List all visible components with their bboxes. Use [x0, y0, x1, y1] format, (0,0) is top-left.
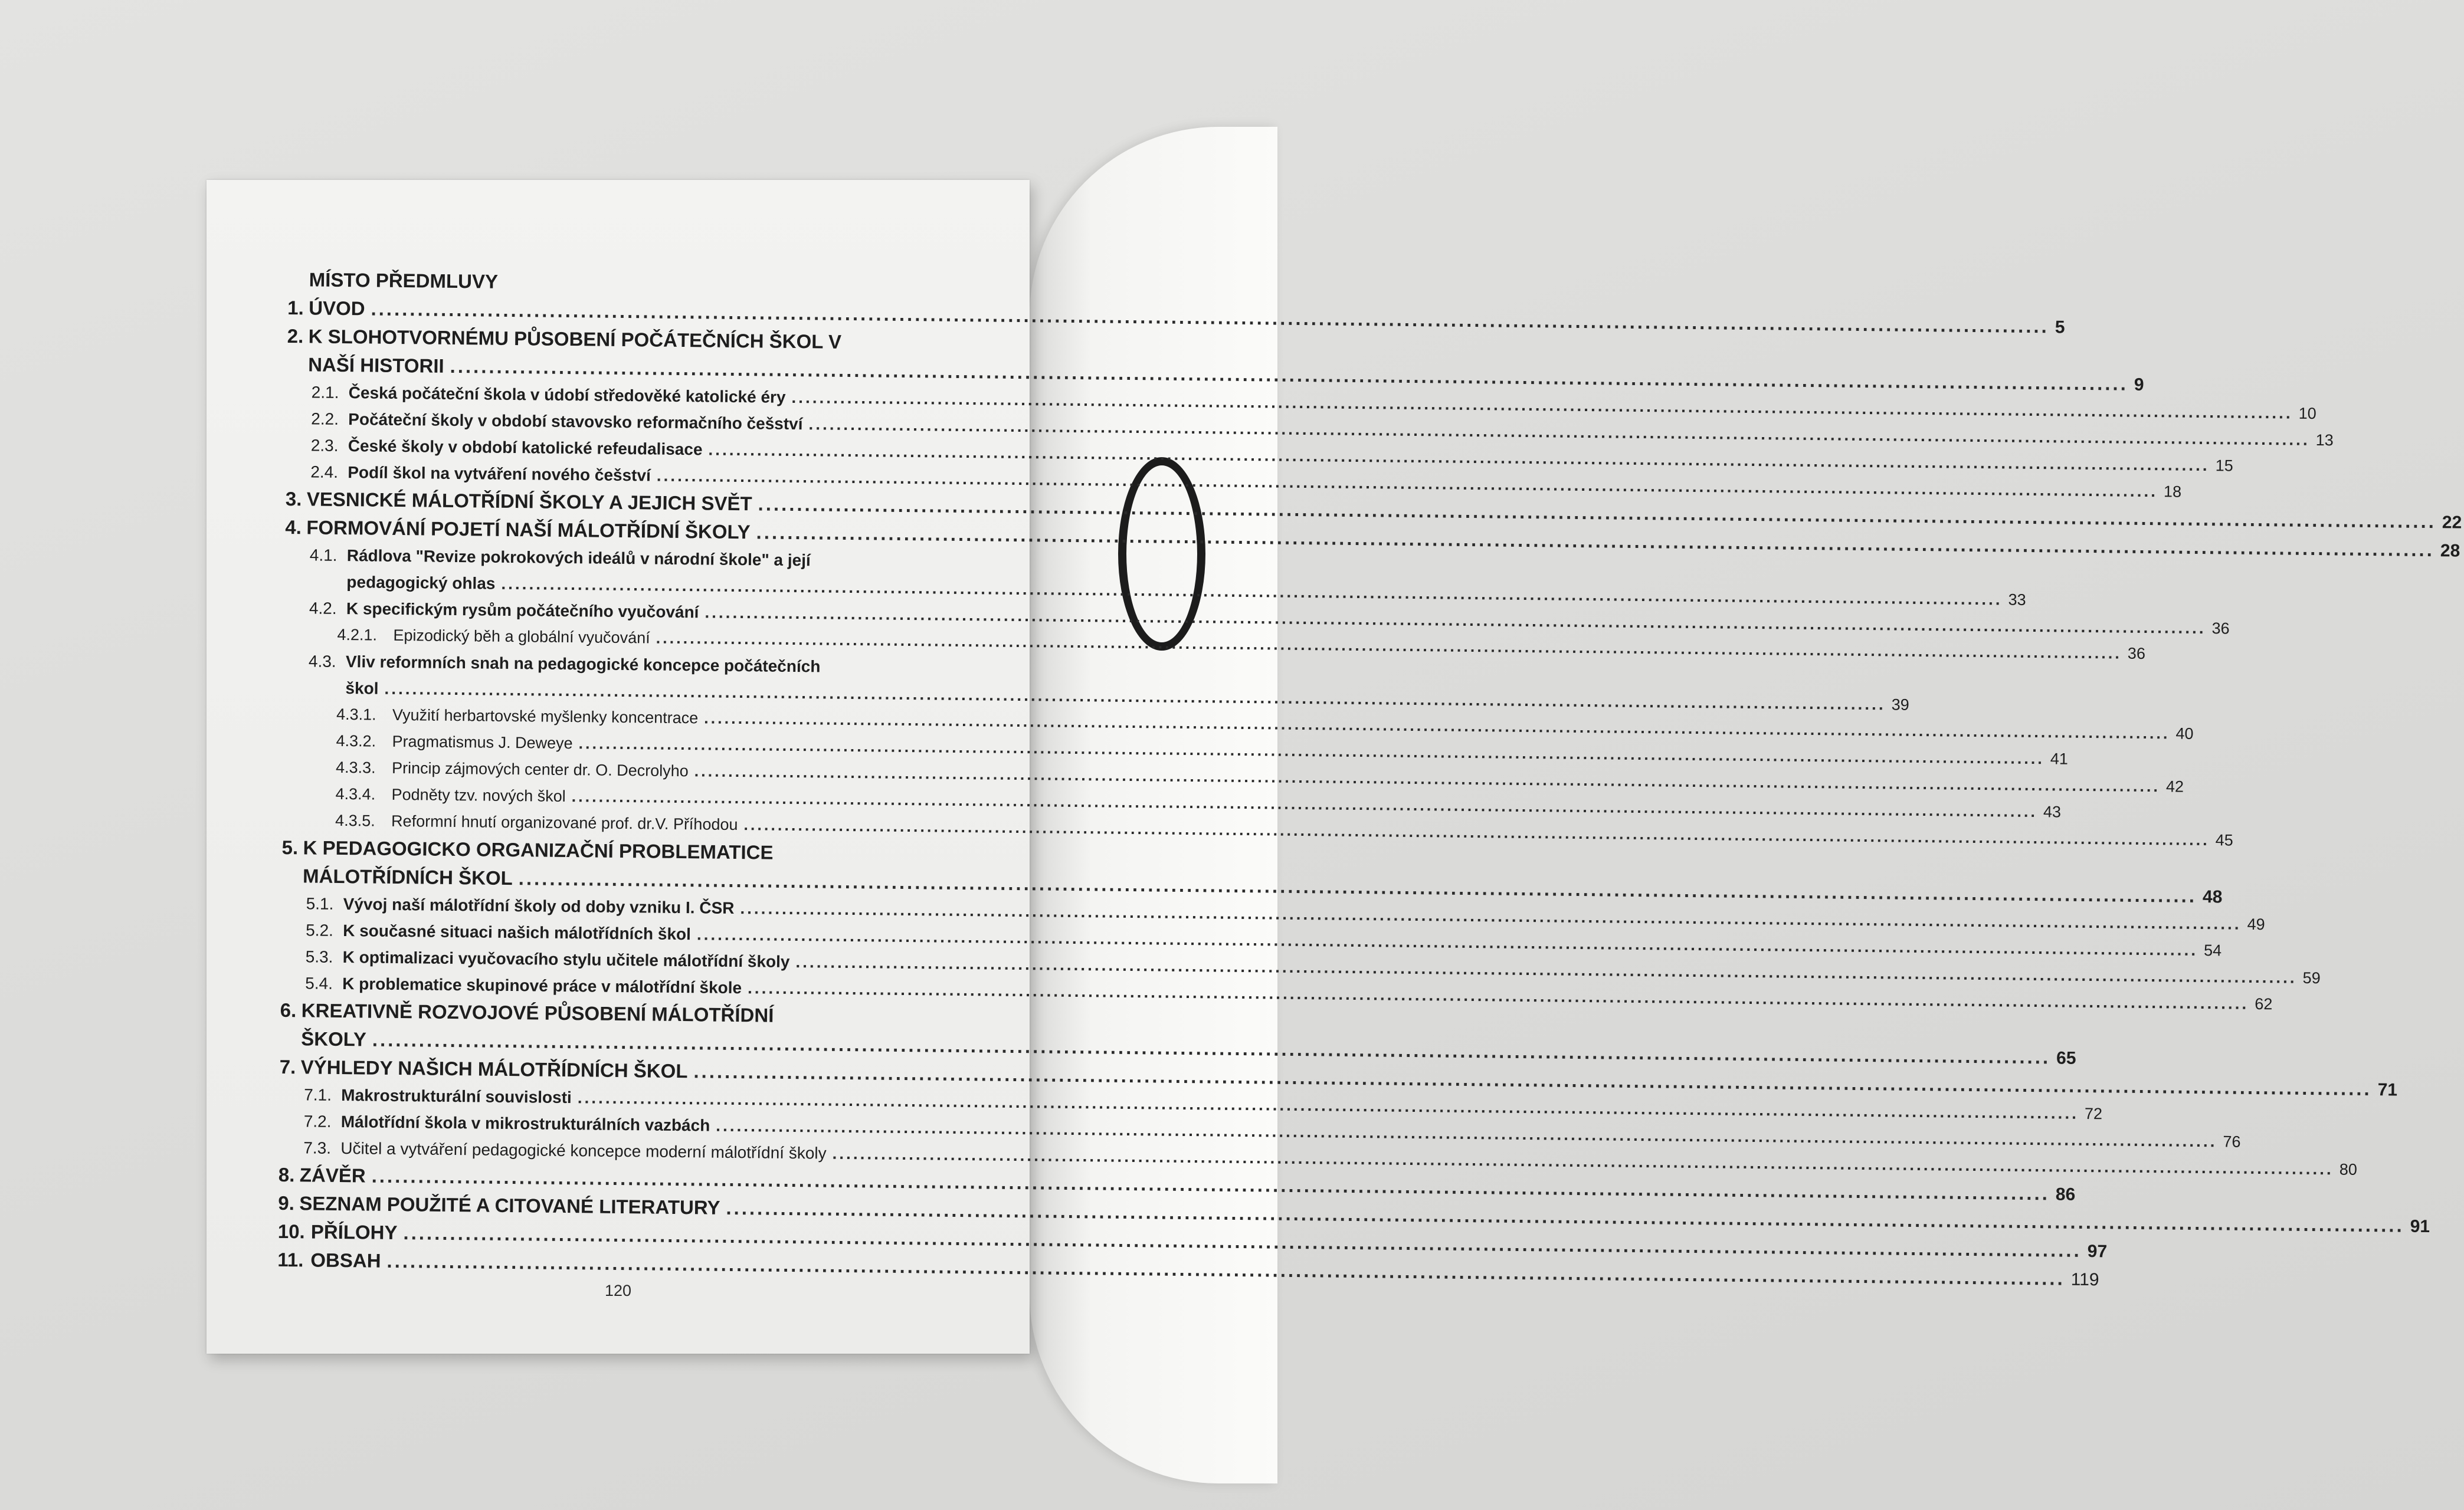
toc-entry: 8. ZÁVĚR ..... 86 [278, 1161, 1140, 1198]
toc-entry: 11. OBSAH ..... 119 [277, 1246, 1139, 1283]
toc-subsubentry: 4.2.1. Epizodický běh a globální vyučování ..... 36 [284, 621, 1145, 656]
toc-entry: 1. ÚVOD ..... 5 [287, 294, 1149, 331]
toc-subsubentry: 4.3.4. Podněty tzv. nových škol ..... 43 [282, 780, 1143, 816]
toc-subentry: 2.4. Podíl škol na vytváření nového češství ..... 18 [286, 458, 1147, 494]
page-number: 120 [604, 1282, 632, 1299]
toc-subentry: 4.2. K specifickým rysům počátečního vyučování ..... 36 [284, 595, 1146, 630]
toc-subentry: 5.3. K optimalizaci vyučovacího stylu učitele málotřídní školy ..... 59 [280, 943, 1142, 979]
toc-entry: 4. FORMOVÁNÍ POJETÍ NAŠÍ MÁLOTŘÍDNÍ ŠKOLY ..... 28 [285, 513, 1146, 550]
toc-entry-continued: MÁLOTŘÍDNÍCH ŠKOL ..... 48 [281, 862, 1143, 899]
toc-intro: MÍSTO PŘEDMLUVY [309, 268, 499, 293]
toc-entry-continued: NAŠÍ HISTORII ..... 9 [287, 350, 1148, 388]
toc-subentry: 5.1. Vývoj naší málotřídní školy od doby vzniku I. ČSR ..... 49 [281, 890, 1142, 925]
toc-subentry: 7.3. Učitel a vytváření pedagogické koncepce moderní málotřídní školy ..... 80 [278, 1134, 1140, 1170]
toc-entry: 10. PŘÍLOHY ..... 97 [278, 1217, 1139, 1255]
toc-subentry: 7.1. Makrostrukturální souvislosti ..... 72 [279, 1081, 1141, 1117]
toc-subsubentry: 4.3.3. Princip zájmových center dr. O. Decrolyho ..... 42 [283, 754, 1144, 789]
toc-subsubentry: 4.3.2. Pragmatismus J. Deweye ..... 41 [283, 727, 1144, 763]
toc-entry: 5. K PEDAGOGICKO ORGANIZAČNÍ PROBLEMATICE [281, 836, 774, 864]
toc-subentry: 4.1. Rádlova "Revize pokrokových ideálů v národní škole" a její [309, 546, 811, 570]
toc-subsubentry: 4.3.1. Využití herbartovské myšlenky koncentrace ..... 40 [283, 701, 1145, 736]
toc-entry: 7. VÝHLEDY NAŠICH MÁLOTŘÍDNÍCH ŠKOL ..... 71 [280, 1053, 1141, 1090]
table-of-contents [277, 265, 2462, 1290]
toc-subentry: 2.1. Česká počáteční škola v údobí středověké katolické éry ..... 10 [287, 379, 1148, 414]
toc-subentry: 7.2. Málotřídní škola v mikrostrukturálních vazbách ..... 76 [279, 1108, 1141, 1143]
book-page [207, 180, 2462, 1354]
toc-subentry: 2.2. Počáteční školy v období stavovsko reformačního češství ..... 13 [286, 405, 1148, 441]
toc-subentry: 4.3. Vliv reformních snah na pedagogické koncepce počátečních [308, 652, 821, 676]
toc-entry: 2. K SLOHOTVORNÉMU PŮSOBENÍ POČÁTEČNÍCH ŠKOL V [287, 324, 842, 353]
toc-entry: 6. KREATIVNĚ ROZVOJOVÉ PŮSOBENÍ MÁLOTŘÍDNÍ [280, 999, 774, 1026]
toc-subentry: 5.2. K současné situaci našich málotřídních škol ..... 54 [281, 917, 1142, 952]
toc-entry: 3. VESNICKÉ MÁLOTŘÍDNÍ ŠKOLY A JEJICH SVĚT ..... 22 [286, 485, 1147, 522]
toc-subentry-continued: pedagogický ohlas ..... 33 [284, 568, 1146, 603]
toc-entry-continued: ŠKOLY ..... 65 [280, 1025, 1141, 1062]
toc-subentry-continued: škol ..... 39 [283, 674, 1145, 710]
toc-subentry: 5.4. K problematice skupinové práce v málotřídní škole ..... 62 [280, 970, 1142, 1005]
toc-subsubentry: 4.3.5. Reformní hnutí organizované prof. dr.V. Příhodou ..... 45 [282, 807, 1143, 842]
toc-entry: 9. SEZNAM POUŽITÉ A CITOVANÉ LITERATURY ..... 91 [278, 1189, 1139, 1226]
toc-subentry: 2.3. České školy v období katolické refeudalisace ..... 15 [286, 432, 1148, 467]
